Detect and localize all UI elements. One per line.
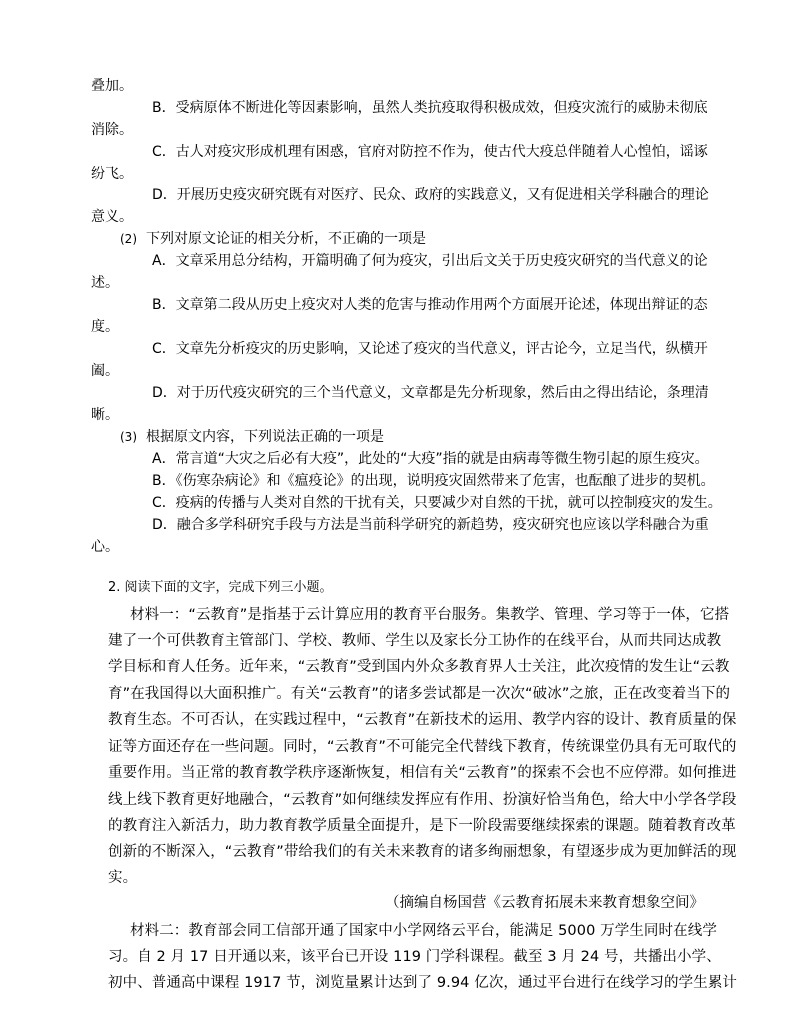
q3-option-a: A．常言道“大灾之后必有大疫”，此处的“大疫”指的就是由病毒等微生物引起的原生疫灾。 <box>152 451 709 467</box>
q3-stem: 根据原文内容，下列说法正确的一项是 <box>146 429 384 445</box>
material1-line: 创新的不断深入，“云教育”带给我们的有关未来教育的诸多绚丽想象，有望逐步成为更加鲜活的现 <box>108 844 737 860</box>
material1-line: 育”在我国得以大面积推广。有关“云教育”的诸多尝试都是一次次“破冰”之旅，正在改变着当下的 <box>108 686 731 702</box>
material1-line: 证等方面还存在一些问题。同时，“云教育”不可能完全代替线下教育，传统课堂仍具有无可取代的 <box>108 739 737 755</box>
q2-option-a-continuation: 述。 <box>91 275 119 291</box>
q1-option-d-continuation: 意义。 <box>91 209 133 225</box>
q1-option-a-continuation: 叠加。 <box>91 78 133 94</box>
material1-line: 线上线下教育更好地融合，“云教育”如何继续发挥应有作用、扮演好恰当角色，给大中小学各学段 <box>108 792 737 808</box>
q3-number: (3) <box>120 430 137 444</box>
q3-stem-line <box>120 427 384 447</box>
material1-line: 的教育注入新活力，助力教育教学质量全面提升，是下一阶段需要继续探索的课题。随着教育改革 <box>108 818 736 834</box>
material2-line: 初中、普通高中课程 1917 节，浏览量累计达到了 9.94 亿次，通过平台进行在线学习的学生累计 <box>108 975 738 991</box>
q1-option-c: C．古人对疫灾形成机理有困惑，官府对防控不作为，使古代大疫总伴随着人心惶怕，谣诼 <box>152 144 708 160</box>
material2-line: 材料二：教育部会同工信部开通了国家中小学网络云平台，能满足 5000 万学生同时在线学 <box>130 923 717 939</box>
q1-option-b-continuation: 消除。 <box>91 122 133 138</box>
q2-option-d-continuation: 晰。 <box>91 407 119 423</box>
q3-option-c: C．疫病的传播与人类对自然的干扰有关，只要减少对自然的干扰，就可以控制疫灾的发生。 <box>152 495 722 511</box>
q2-option-d: D．对于历代疫灾研究的三个当代意义，文章都是先分析现象，然后由之得出结论，条理清 <box>152 385 709 401</box>
q2-number: (2) <box>120 232 137 246</box>
material1-line: 学目标和育人任务。近年来，“云教育”受到国内外众多教育界人士关注，此次疫情的发生让“云教 <box>108 659 730 675</box>
material1-line: 实。 <box>108 870 138 886</box>
section2-heading: 2. 阅读下面的文字，完成下列三小题。 <box>108 580 333 595</box>
q2-option-b-continuation: 度。 <box>91 319 119 335</box>
material1-line: 重要作用。当正常的教育教学秩序逐渐恢复，相信有关“云教育”的探索不会也不应停滞。如何推进 <box>108 765 737 781</box>
q1-option-b: B．受病原体不断进化等因素影响，虽然人类抗疫取得积极成效，但疫灾流行的威胁未彻底 <box>152 100 708 116</box>
q2-stem-line <box>120 229 426 249</box>
q2-option-b: B．文章第二段从历史上疫灾对人类的危害与推动作用两个方面展开论述，体现出辩证的态 <box>152 297 708 313</box>
q3-option-d: D．融合多学科研究手段与方法是当前科学研究的新趋势，疫灾研究也应该以学科融合为重 <box>152 517 709 533</box>
material1-source: （摘编自杨国营《云教育拓展未来教育想象空间》 <box>385 895 704 911</box>
q2-stem: 下列对原文论证的相关分析，不正确的一项是 <box>146 231 426 247</box>
q2-option-c-continuation: 阖。 <box>91 363 119 379</box>
q2-option-a: A．文章采用总分结构，开篇明确了何为疫灾，引出后文关于历史疫灾研究的当代意义的论 <box>152 253 708 269</box>
material1-line: 教育生态。不可否认，在实践过程中，“云教育”在新技术的运用、教学内容的设计、教育质量的保 <box>108 712 737 728</box>
q1-option-d: D．开展历史疫灾研究既有对医疗、民众、政府的实践意义，又有促进相关学科融合的理论 <box>152 187 709 203</box>
q3-option-d-continuation: 心。 <box>91 539 119 555</box>
material1-line: 建了一个可供教育主管部门、学校、教师、学生以及家长分工协作的在线平台，从而共同达成教 <box>108 633 722 649</box>
q3-option-b: B．《伤寒杂病论》和《瘟疫论》的出现，说明疫灾固然带来了危害，也酝酿了进步的契机。 <box>152 473 715 489</box>
material1-line: 材料一：“云教育”是指基于云计算应用的教育平台服务。集教学、管理、学习等于一体，它搭 <box>130 607 730 623</box>
q1-option-c-continuation: 纷飞。 <box>91 166 133 182</box>
material2-line: 习。自 2 月 17 日开通以来，该平台已开设 119 门学科课程。截至 3 月 24 号，共播出小学、 <box>108 949 721 965</box>
q2-option-c: C．文章先分析疫灾的历史影响，又论述了疫灾的当代意义，评古论今，立足当代，纵横开 <box>152 341 708 357</box>
